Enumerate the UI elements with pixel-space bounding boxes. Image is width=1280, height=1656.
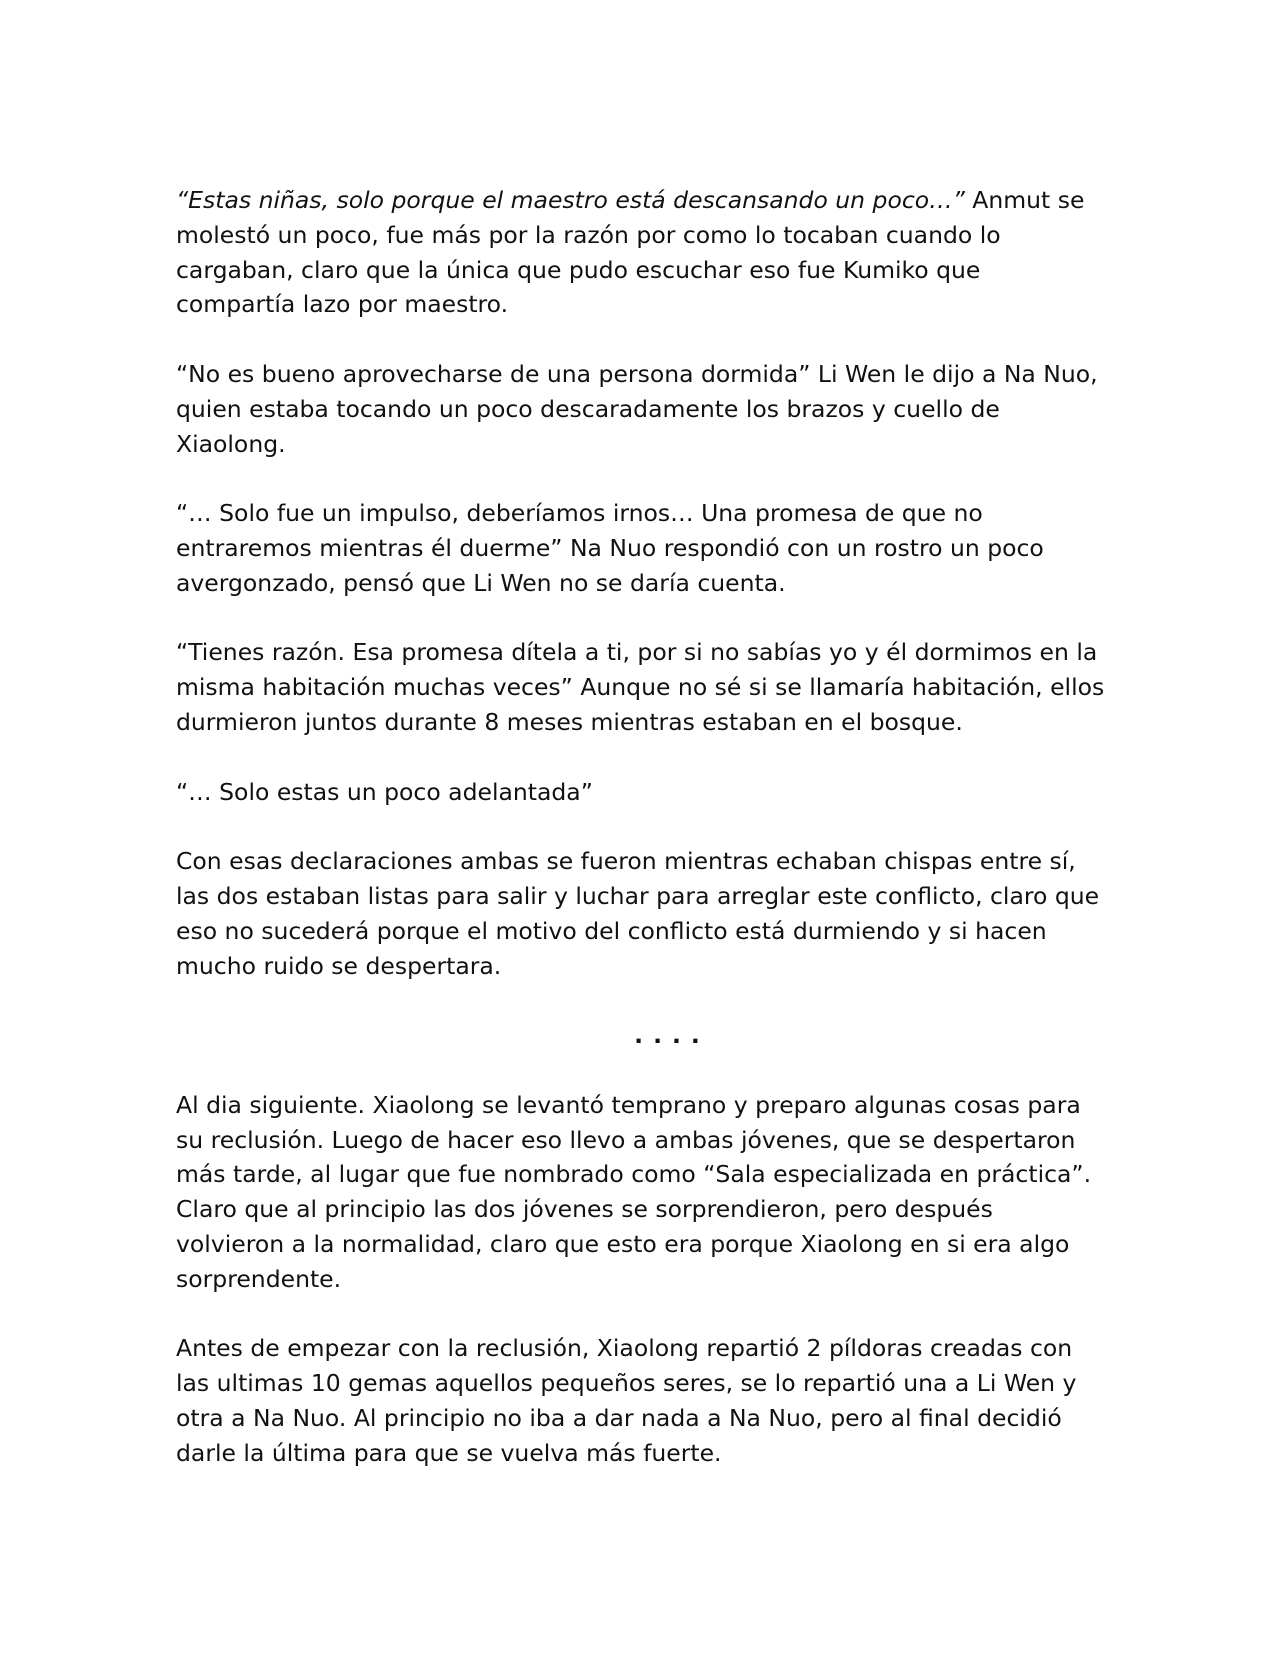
paragraph-1-italic: “Estas niñas, solo porque el maestro está descansando un poco…” <box>176 186 965 214</box>
paragraph-5: “… Solo estas un poco adelantada” <box>176 777 593 806</box>
section-separator: .... <box>634 1021 710 1050</box>
paragraph-1 <box>176 183 1106 322</box>
paragraph-2: “No es bueno aprovecharse de una persona dormida” Li Wen le dijo a Na Nuo, quien estaba tocando un poco descaradamente los brazos y cuello de Xiaolong. <box>176 359 1098 458</box>
paragraph-7: Al dia siguiente. Xiaolong se levantó temprano y preparo algunas cosas para su reclusión. Luego de hacer eso llevo a ambas jóvenes, que se despertaron más tarde, al lugar que fue nombrado como “Sala especializada en práctica”. Claro que al principio las dos jóvenes se sorprendieron, pero después volvieron a la normalidad, claro que esto era porque Xiaolong en si era algo sorprendente. <box>176 1090 1092 1293</box>
paragraph-3: “… Solo fue un impulso, deberíamos irnos… Una promesa de que no entraremos mientras él duerme” Na Nuo respondió con un rostro un poco avergonzado, pensó que Li Wen no se daría cuenta. <box>176 499 1044 597</box>
paragraph-8: Antes de empezar con la reclusión, Xiaolong repartió 2 píldoras creadas con las ultimas 10 gemas aquellos pequeños seres, se lo repartió una a Li Wen y otra a Na Nuo. Al principio no iba a dar nada a Na Nuo, pero al final decidió darle la última para que se vuelva más fuerte. <box>176 1334 1077 1467</box>
paragraph-6: Con esas declaraciones ambas se fueron mientras echaban chispas entre sí, las dos estaban listas para salir y luchar para arreglar este conflicto, claro que eso no sucederá porque el motivo del conflicto está durmiendo y si hacen mucho ruido se despertara. <box>176 847 1100 980</box>
document-body <box>176 183 1106 1505</box>
paragraph-4: “Tienes razón. Esa promesa dítela a ti, por si no sabías yo y él dormimos en la misma habitación muchas veces” Aunque no sé si se llamaría habitación, ellos durmieron juntos durante 8 meses mientras estaban en el bosque. <box>176 638 1105 736</box>
paragraph-1-text: Anmut se molestó un poco, fue más por la razón por como lo tocaban cuando lo cargaban, claro que la única que pudo escuchar eso fue Kumiko que compartía lazo por maestro. <box>176 186 1085 319</box>
